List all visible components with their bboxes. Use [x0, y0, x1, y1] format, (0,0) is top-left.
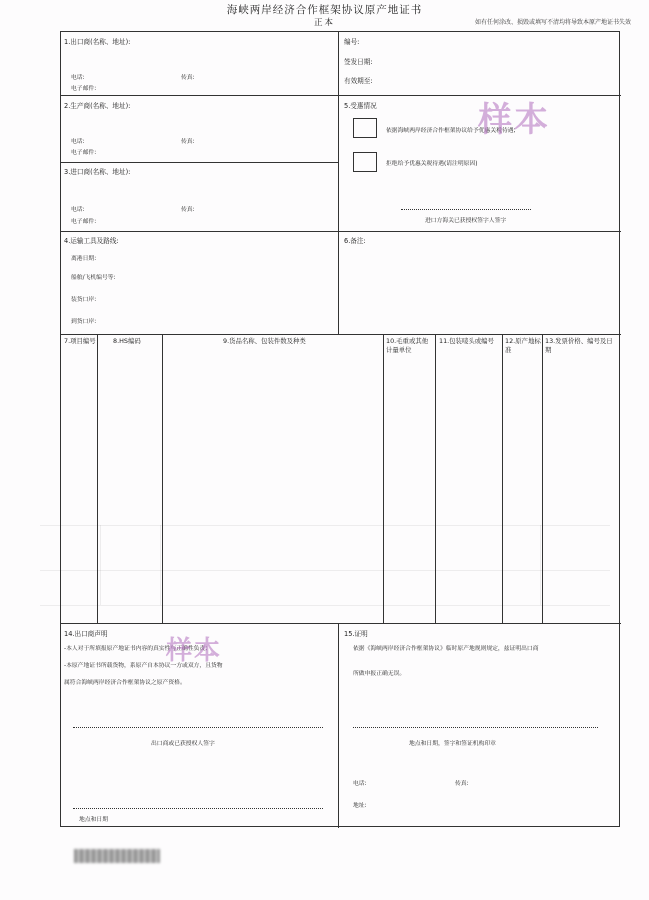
divider [61, 95, 338, 96]
declaration-line-1: -本人对于所填报原产地证书内容的真实性与正确性负责; [64, 646, 208, 652]
divider [61, 623, 621, 624]
refused-option: 拒绝给予优惠关税待遇(请注明原因) [386, 161, 478, 167]
divider [61, 231, 338, 232]
certification-line-1: 依据《海峡两岸经济合作框架协议》临时原产地规则规定，兹证明出口商 [353, 646, 539, 652]
col-origin-criterion: 12.原产地标准 [505, 337, 541, 354]
exporter-phone-label: 电话: [71, 75, 85, 81]
exporter-label: 1.出口商(名称、地址): [64, 38, 131, 46]
authority-address-label: 地址: [353, 803, 367, 809]
specimen-stamp-bottom: 样本 [166, 636, 223, 666]
cert-number-label: 编号: [344, 38, 360, 46]
producer-email-label: 电子邮件: [71, 150, 97, 156]
transport-label: 4.运输工具及路线: [64, 237, 119, 245]
remarks-label: 6.备注: [344, 237, 366, 245]
exporter-signature-line [73, 727, 323, 728]
granted-option: 依据海峡两岸经济合作框架协议给予优惠关税待遇; [386, 128, 516, 134]
place-date-line [73, 808, 323, 809]
preference-label: 5.受惠情况 [344, 102, 377, 110]
divider [97, 334, 98, 623]
col-item-number: 7.项目编号 [64, 337, 96, 345]
producer-phone-label: 电话: [71, 139, 85, 145]
importer-label: 3.进口商(名称、地址): [64, 168, 131, 176]
col-hs-code: 8.HS编码 [113, 337, 141, 345]
col-marks: 11.包装唛头或编号 [439, 337, 494, 345]
place-date-label: 地点和日期 [79, 817, 108, 823]
importer-phone-label: 电话: [71, 207, 85, 213]
divider [162, 334, 163, 623]
loading-port-label: 装货口岸: [71, 297, 97, 303]
certification-line-2: 所做申报正确无误。 [353, 671, 406, 677]
authority-signature-label: 地点和日期，签字和签证机构印章 [409, 741, 496, 747]
page-subtitle: 正本 [313, 18, 335, 28]
certification-label: 15.证明 [344, 630, 368, 638]
col-goods-description: 9.货品名称、包装件数及种类 [223, 337, 306, 345]
declaration-line-3: 属符合海峡两岸经济合作框架协议之原产资格。 [64, 680, 186, 686]
page-title: 海峡两岸经济合作框架协议原产地证书 [226, 4, 423, 16]
divider [502, 334, 503, 623]
departure-date-label: 离港日期: [71, 256, 97, 262]
exporter-signature-label: 出口商或已获授权人签字 [151, 741, 215, 747]
producer-fax-label: 传真: [181, 139, 195, 145]
divider [383, 334, 384, 623]
importer-email-label: 电子邮件: [71, 219, 97, 225]
authority-signature-line [353, 727, 598, 728]
importer-customs-signature-label: 进口方海关已获授权签字人签字 [425, 218, 507, 224]
divider [61, 334, 621, 335]
divider [338, 623, 339, 828]
divider [435, 334, 436, 623]
divider [338, 231, 621, 232]
col-invoice: 13.发票价格、编号及日期 [545, 337, 613, 354]
valid-until-label: 有效期至: [344, 77, 373, 85]
exporter-email-label: 电子邮件: [71, 86, 97, 92]
authority-phone-label: 电话: [353, 781, 367, 787]
authority-fax-label: 传真: [455, 781, 469, 787]
col-gross-weight: 10.毛重或其他计量单位 [386, 337, 429, 354]
divider [61, 162, 338, 163]
exporter-fax-label: 传真: [181, 75, 195, 81]
declaration-line-2: -本原产地证书所载货物，系原产自本协议一方或双方，且货物 [64, 663, 223, 669]
certificate-frame [60, 31, 620, 827]
validity-notice: 如有任何涂改、损毁或填写不清均将导致本原产地证书失效 [474, 19, 631, 26]
signature-line [401, 209, 531, 210]
issue-date-label: 签发日期: [344, 58, 373, 66]
granted-checkbox[interactable] [353, 118, 377, 138]
specimen-stamp-top: 样本 [478, 100, 550, 140]
refused-checkbox[interactable] [353, 152, 377, 172]
divider [338, 32, 339, 334]
vessel-label: 船舶/飞机编号等: [71, 275, 116, 281]
divider [542, 334, 543, 623]
blurred-serial-number [74, 849, 160, 863]
importer-fax-label: 传真: [181, 207, 195, 213]
exporter-declaration-label: 14.出口商声明 [64, 630, 108, 638]
arrival-port-label: 到货口岸: [71, 319, 97, 325]
producer-label: 2.生产商(名称、地址): [64, 102, 131, 110]
